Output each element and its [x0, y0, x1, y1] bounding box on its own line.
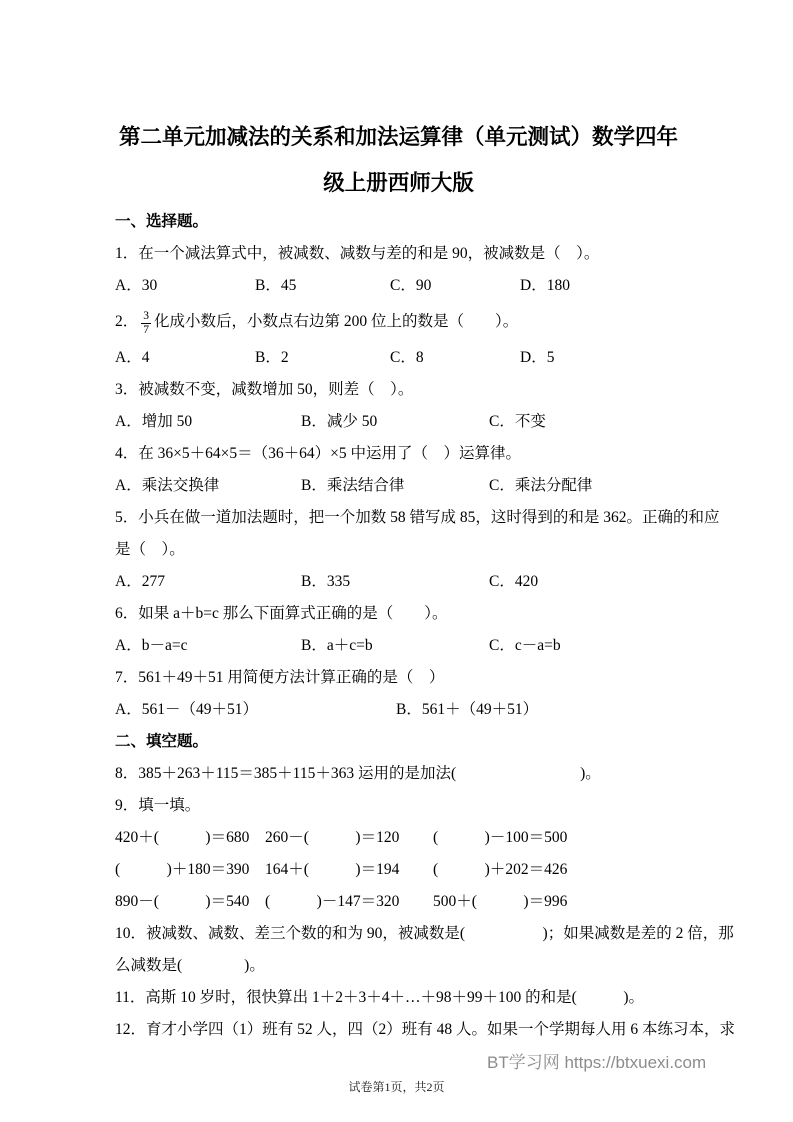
fill-blank-equation: ( )－147＝320: [265, 893, 400, 910]
fraction-denominator: 7: [143, 324, 150, 336]
question-12-text: 12．育才小学四（1）班有 52 人，四（2）班有 48 人。如果一个学期每人用 6 本练习本，求: [115, 1021, 736, 1038]
question-3-options: [115, 406, 682, 438]
option-c: C．乘法分配律: [489, 477, 593, 494]
fill-blank-equation: ( )－100＝500: [433, 829, 568, 846]
question-5-text-line-1: 5．小兵在做一道加法题时，把一个加数 58 错写成 85，这时得到的和是 362。正确的和应: [115, 509, 720, 526]
fill-blank-equation: 260－( )＝120: [265, 829, 400, 846]
section-1-header: 一、选择题。: [115, 213, 209, 230]
question-9-text: 9．填一填。: [115, 797, 201, 814]
question-7-options: [115, 694, 682, 726]
option-a: A．4: [115, 349, 150, 366]
option-b: B．561＋（49＋51）: [396, 701, 539, 718]
question-9-row-3: [115, 886, 682, 918]
fill-blank-equation: 420＋( )＝680: [115, 829, 250, 846]
question-5-options: [115, 566, 682, 598]
option-c: C．8: [390, 349, 424, 366]
option-d: D．180: [520, 277, 570, 294]
option-c: C．420: [489, 573, 539, 590]
option-b: B．2: [255, 349, 289, 366]
question-2-options: [115, 342, 682, 374]
fraction-three-sevenths: [141, 310, 151, 337]
option-a: A．277: [115, 573, 165, 590]
fill-blank-equation: ( )＋202＝426: [433, 861, 568, 878]
option-b: B．45: [255, 277, 297, 294]
option-a: A．乘法交换律: [115, 477, 220, 494]
option-a: A．30: [115, 277, 158, 294]
question-9-row-2: [115, 854, 682, 886]
question-4-options: [115, 470, 682, 502]
fraction-numerator: 3: [141, 310, 151, 324]
question-4-text: 4．在 36×5＋64×5＝（36＋64）×5 中运用了（ ）运算律。: [115, 445, 521, 462]
question-2-text: [115, 302, 682, 342]
question-2-suffix: 化成小数后，小数点右边第 200 位上的数是（ ）。: [154, 313, 519, 330]
section-2-header: 二、填空题。: [115, 733, 209, 750]
question-2-prefix: 2．: [115, 313, 139, 330]
question-7-text: 7．561＋49＋51 用简便方法计算正确的是（ ）: [115, 669, 445, 686]
option-b: B．减少 50: [301, 413, 378, 430]
fill-blank-equation: 890－( )＝540: [115, 893, 250, 910]
question-6-options: [115, 630, 682, 662]
option-a: A．b－a=c: [115, 637, 188, 654]
option-a: A．561－（49＋51）: [115, 701, 258, 718]
question-9-row-1: [115, 822, 682, 854]
option-d: D．5: [520, 349, 555, 366]
option-b: B．乘法结合律: [301, 477, 405, 494]
site-watermark: BT学习网 https://btxuexi.com: [487, 1053, 707, 1072]
question-11-text: 11．高斯 10 岁时，很快算出 1＋2＋3＋4＋…＋98＋99＋100 的和是( )。: [115, 989, 644, 1006]
document-page: [115, 114, 736, 1046]
question-10-text-line-1: 10．被减数、减数、差三个数的和为 90，被减数是( )；如果减数是差的 2 倍，那: [115, 925, 734, 942]
fill-blank-equation: ( )＋180＝390: [115, 861, 250, 878]
document-title-line-1: 第二单元加减法的关系和加法运算律（单元测试）数学四年: [118, 125, 678, 149]
question-3-text: 3．被减数不变，减数增加 50，则差（ ）。: [115, 381, 414, 398]
option-c: C．90: [390, 277, 432, 294]
question-1-text: 1．在一个减法算式中，被减数、减数与差的和是 90，被减数是（ ）。: [115, 245, 600, 262]
option-a: A．增加 50: [115, 413, 193, 430]
question-10-text-line-2: 么减数是( )。: [115, 957, 265, 974]
option-b: B．a＋c=b: [301, 637, 373, 654]
question-5-text-line-2: 是（ ）。: [115, 541, 185, 558]
option-c: C．c－a=b: [489, 637, 561, 654]
option-b: B．335: [301, 573, 351, 590]
document-title-line-2: 级上册西师大版: [323, 171, 474, 195]
page-number-footer: 试卷第1页，共2页: [348, 1080, 445, 1094]
fill-blank-equation: 500＋( )＝996: [433, 893, 568, 910]
question-8-text: 8．385＋263＋115＝385＋115＋363 运用的是加法( )。: [115, 765, 601, 782]
option-c: C．不变: [489, 413, 546, 430]
fill-blank-equation: 164＋( )＝194: [265, 861, 400, 878]
question-1-options: [115, 270, 682, 302]
question-6-text: 6．如果 a＋b=c 那么下面算式正确的是（ ）。: [115, 605, 448, 622]
